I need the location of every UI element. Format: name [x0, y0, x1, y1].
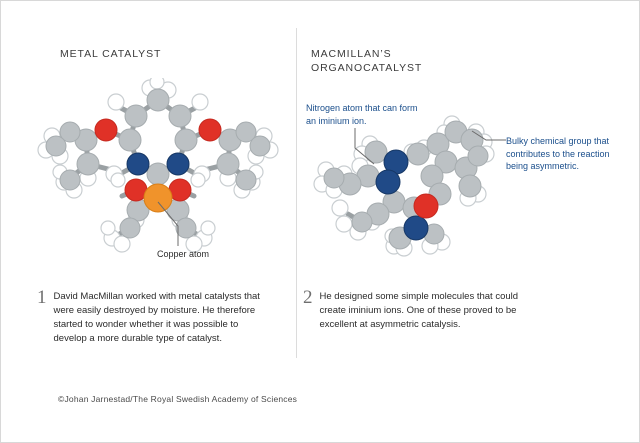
annotation-nitrogen: Nitrogen atom that can form an iminium ion. [306, 103, 418, 126]
panel-divider [296, 28, 297, 358]
step-1 [37, 287, 274, 346]
leader-line-nitrogen [352, 126, 392, 168]
leader-line-bulky [470, 128, 510, 150]
leader-line-copper [150, 200, 190, 250]
step-2 [303, 287, 540, 332]
step-1-number: 1 [37, 287, 47, 308]
step-2-number: 2 [303, 287, 313, 308]
panel-title-left: METAL CATALYST [60, 48, 162, 60]
step-2-text: He designed some simple molecules that could create iminium ions. One of these proved to be excellent at asymmetric catalysis. [319, 291, 519, 330]
oxygen-atom-right [414, 194, 438, 218]
figure-credit: ©Johan Jarnestad/The Royal Swedish Academy of Sciences [58, 394, 298, 404]
panel-title-right: MACMILLAN’S ORGANOCATALYST [311, 48, 423, 74]
annotation-bulky-group: Bulky chemical group that contributes to the reaction being asymmetric. [506, 136, 610, 171]
annotation-copper-atom: Copper atom [156, 249, 210, 259]
step-1-text: David MacMillan worked with metal catalysts that were easily destroyed by moisture. He therefore started to wonder whether it was possible to develop a more durable type of catalyst. [53, 291, 260, 344]
